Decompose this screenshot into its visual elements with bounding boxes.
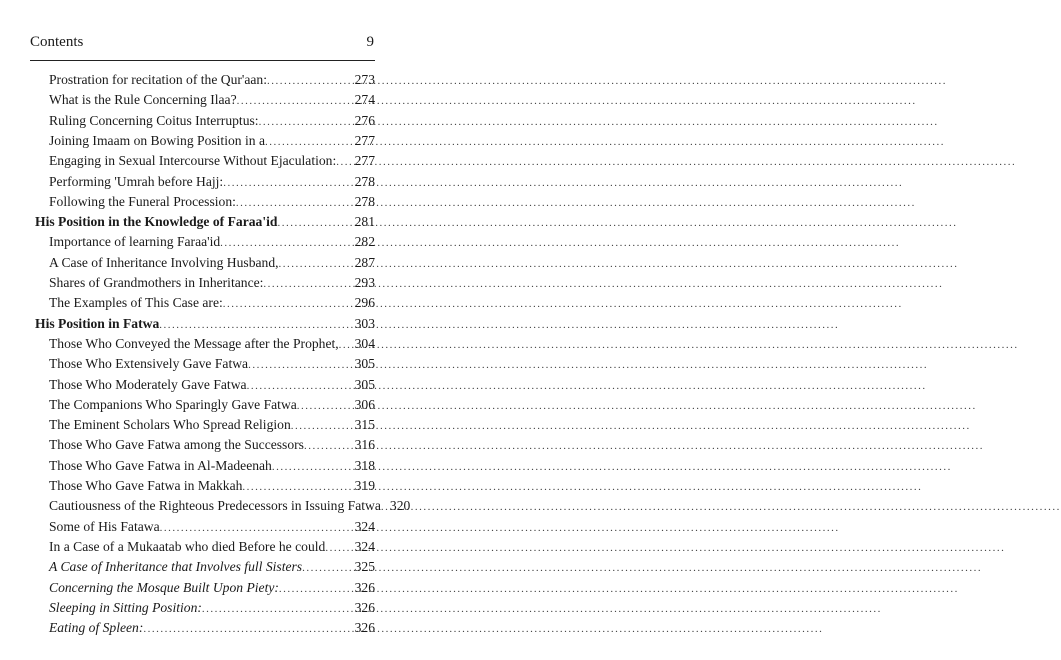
toc-page-number: 276: [354, 112, 375, 128]
toc-dot-leader: [277, 213, 351, 233]
toc-entry-title: His Position in the Knowledge of Faraa'id: [35, 214, 278, 230]
toc-entry-title: Performing 'Umrah before Hajj:: [49, 173, 224, 189]
toc-dot-leader: [279, 579, 352, 599]
toc-entry-title: The Eminent Scholars Who Spread Religion: [49, 417, 291, 433]
toc-dot-leader: [143, 619, 351, 639]
toc-entry-title: What is the Rule Concerning Ilaa?: [49, 92, 237, 108]
toc-entry: [49, 273, 375, 293]
toc-entry-title: Those Who Gave Fatwa in Al-Madeenah: [49, 457, 272, 473]
toc-page-number: 277: [354, 132, 375, 148]
toc-dot-leader: [223, 173, 351, 193]
toc-page-number: 274: [354, 92, 375, 108]
toc-entry-title: Engaging in Sexual Intercourse Without Ejaculation:: [49, 153, 337, 169]
toc-section-heading: [35, 212, 375, 232]
toc-entry: [49, 395, 375, 415]
toc-entry-title: Eating of Spleen:: [49, 620, 144, 636]
toc-dot-leader: [279, 254, 352, 274]
toc-entry: [49, 578, 375, 598]
toc-page-number: 326: [354, 620, 375, 636]
toc-dot-leader: [247, 376, 352, 396]
toc-entry: [49, 517, 375, 537]
toc-entry-title: Concerning the Mosque Built Upon Piety:: [49, 579, 279, 595]
page-number: 9: [366, 34, 374, 50]
toc-entry-title: Shares of Grandmothers in Inheritance:: [49, 275, 264, 290]
toc-entry-title: Cautiousness of the Righteous Predecessors in Issuing Fatwa: [49, 498, 381, 514]
toc-entry: [49, 70, 375, 90]
toc-page-number: 325: [354, 559, 375, 575]
toc-dot-leader: [263, 274, 351, 294]
toc-entry: [49, 293, 375, 313]
toc-dot-leader: [265, 132, 352, 152]
toc-entry: [49, 354, 375, 374]
toc-page-number: 318: [354, 457, 375, 473]
toc-page-number: 282: [354, 234, 375, 250]
toc-entry: [49, 90, 375, 110]
toc-page-number: 277: [354, 153, 375, 169]
toc-page-number: 303: [354, 315, 375, 331]
toc-entry: [49, 111, 375, 131]
toc-entry-title: Ruling Concerning Coitus Interruptus:: [49, 112, 259, 128]
page-title: Contents: [30, 34, 84, 50]
toc-entry: [49, 334, 375, 354]
toc-dot-leader: [237, 91, 352, 111]
toc-dot-leader: [159, 315, 351, 335]
toc-dot-leader: [267, 71, 352, 91]
toc-page-number: 273: [354, 72, 375, 87]
toc-dot-leader: [325, 538, 351, 558]
toc-entry: [49, 415, 375, 435]
toc-page-number: 305: [354, 376, 375, 392]
toc-dot-leader: [297, 396, 352, 416]
toc-entry: [49, 172, 375, 192]
toc-page-number: 305: [354, 356, 375, 372]
toc-entry-title: Sleeping in Sitting Position:: [49, 599, 202, 615]
toc-entry: [49, 496, 411, 516]
header-rule: [30, 60, 375, 61]
toc-page-number: 326: [354, 599, 375, 615]
toc-entry: [49, 476, 375, 496]
toc-dot-leader: [223, 294, 352, 314]
toc-page-number: 306: [354, 396, 375, 412]
toc-entry: [49, 253, 375, 273]
toc-entry: [49, 375, 375, 395]
toc-dot-leader: [242, 477, 351, 497]
toc-page-number: 278: [354, 193, 375, 209]
page-header: [30, 34, 374, 56]
toc-entry-title: Joining Imaam on Bowing Position in a: [49, 132, 265, 148]
toc-entry-title: Those Who Gave Fatwa in Makkah: [49, 478, 243, 493]
toc-dot-leader: [339, 335, 352, 355]
toc-entry: [49, 557, 375, 577]
toc-entry-title: Following the Funeral Procession:: [49, 193, 236, 209]
toc-page-number: 304: [354, 335, 375, 351]
toc-entry-title: Those Who Gave Fatwa among the Successors: [49, 437, 304, 453]
toc-entry-title: Some of His Fatawa: [49, 518, 160, 534]
toc-entry-title: Prostration for recitation of the Qur'aan:: [49, 72, 267, 87]
toc-dot-leader: [304, 436, 352, 456]
toc-dot-leader: [272, 457, 352, 477]
toc-page-number: 319: [354, 478, 375, 493]
toc-page-number: 326: [354, 579, 375, 595]
toc-entry: [49, 151, 375, 171]
toc-dot-leader: [291, 416, 352, 436]
toc-entry: [49, 456, 375, 476]
toc-page-number: 320: [389, 498, 411, 514]
toc-dot-leader: [220, 233, 351, 253]
toc-entry: [49, 598, 375, 618]
toc-dot-leader: [302, 558, 352, 578]
toc-entry-title: A Case of Inheritance that Involves full Sisters: [49, 559, 303, 575]
toc-page-number: 316: [354, 437, 375, 453]
toc-page-number: 287: [354, 254, 375, 270]
toc-dot-leader: [336, 152, 351, 172]
toc-dot-leader: [202, 599, 352, 619]
toc-entry-title: Those Who Moderately Gave Fatwa: [49, 376, 247, 392]
toc-page-number: 324: [354, 518, 375, 534]
toc-page-number: 324: [354, 538, 375, 554]
toc-entry-title: The Companions Who Sparingly Gave Fatwa: [49, 396, 297, 412]
toc-entry: [49, 618, 375, 638]
toc-page-number: 278: [354, 173, 375, 189]
toc-entry-title: His Position in Fatwa: [35, 315, 160, 331]
toc-entry-title: Those Who Conveyed the Message after the Prophet,: [49, 335, 339, 351]
toc-entry-title: Those Who Extensively Gave Fatwa: [49, 356, 249, 372]
toc-dot-leader: [236, 193, 352, 213]
toc-dot-leader: [259, 112, 352, 132]
toc-entry-title: Importance of learning Faraa'id: [49, 234, 221, 250]
toc-entry: [49, 232, 375, 252]
toc-page-number: 281: [354, 214, 375, 230]
toc-page-number: 315: [354, 417, 375, 433]
toc-dot-leader: [248, 355, 352, 375]
toc-entry-title: In a Case of a Mukaatab who died Before he could: [49, 538, 326, 554]
toc-entry-title: The Examples of This Case are:: [49, 295, 223, 311]
toc-entry-title: A Case of Inheritance Involving Husband,: [49, 254, 279, 270]
toc-dot-leader: [160, 518, 352, 538]
toc-entry: [49, 435, 375, 455]
toc-entry: [49, 537, 375, 557]
toc-page-number: 296: [354, 295, 375, 311]
toc-section-heading: [35, 314, 375, 334]
toc-page-number: 293: [354, 275, 375, 290]
toc-entry: [49, 192, 375, 212]
toc-entry: [49, 131, 375, 151]
